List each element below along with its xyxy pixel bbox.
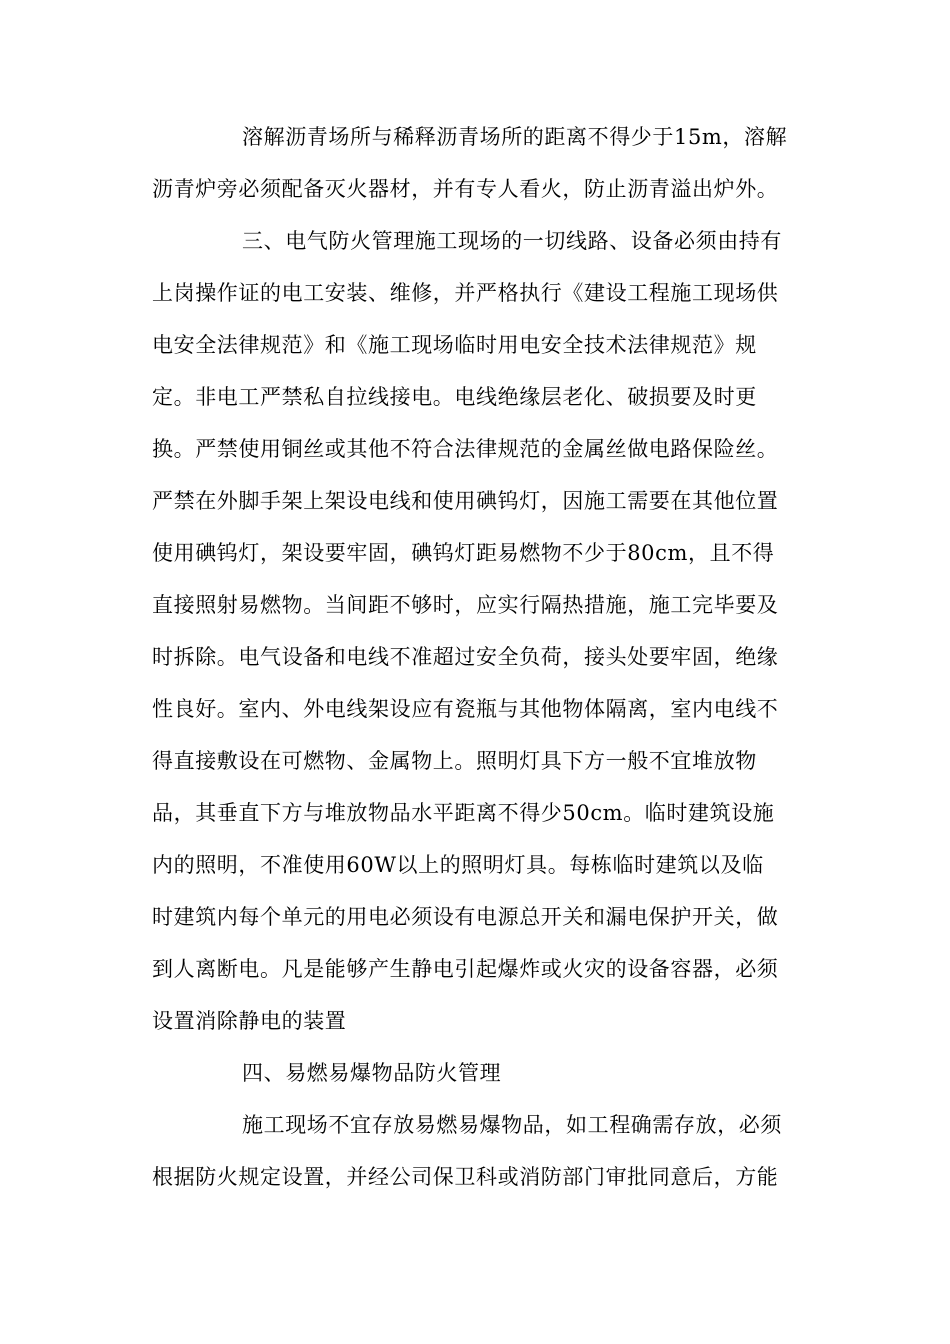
text-line: 定。非电工严禁私自拉线接电。电线绝缘层老化、破损要及时更 bbox=[152, 385, 757, 409]
section-heading: 四、易燃易爆物品防火管理 bbox=[242, 1061, 502, 1085]
text-line: 溶解沥青场所与稀释沥青场所的距离不得少于15m，溶解 bbox=[242, 125, 788, 149]
text-line: 电安全法律规范》和《施工现场临时用电安全技术法律规范》规 bbox=[152, 333, 757, 357]
section-heading-line: 三、电气防火管理施工现场的一切线路、设备必须由持有 bbox=[242, 229, 782, 253]
text-line: 性良好。室内、外电线架设应有瓷瓶与其他物体隔离，室内电线不 bbox=[152, 697, 779, 721]
text-line: 得直接敷设在可燃物、金属物上。照明灯具下方一般不宜堆放物 bbox=[152, 749, 757, 773]
text-line: 设置消除静电的装置 bbox=[152, 1009, 347, 1033]
text-line: 换。严禁使用铜丝或其他不符合法律规范的金属丝做电路保险丝。 bbox=[152, 437, 779, 461]
text-line: 上岗操作证的电工安装、维修，并严格执行《建设工程施工现场供 bbox=[152, 281, 779, 305]
text-line: 根据防火规定设置，并经公司保卫科或消防部门审批同意后，方能 bbox=[152, 1165, 779, 1189]
text-line: 直接照射易燃物。当间距不够时，应实行隔热措施，施工完毕要及 bbox=[152, 593, 779, 617]
text-line: 严禁在外脚手架上架设电线和使用碘钨灯，因施工需要在其他位置 bbox=[152, 489, 779, 513]
text-line: 使用碘钨灯，架设要牢固，碘钨灯距易燃物不少于80cm，且不得 bbox=[152, 541, 775, 565]
text-line: 时拆除。电气设备和电线不准超过安全负荷，接头处要牢固，绝缘 bbox=[152, 645, 779, 669]
text-line: 到人离断电。凡是能够产生静电引起爆炸或火灾的设备容器，必须 bbox=[152, 957, 779, 981]
text-line: 时建筑内每个单元的用电必须设有电源总开关和漏电保护开关，做 bbox=[152, 905, 779, 929]
text-line: 内的照明，不准使用60W以上的照明灯具。每栋临时建筑以及临 bbox=[152, 853, 764, 877]
text-line: 沥青炉旁必须配备灭火器材，并有专人看火，防止沥青溢出炉外。 bbox=[152, 177, 779, 201]
text-line: 品，其垂直下方与堆放物品水平距离不得少50cm。临时建筑设施 bbox=[152, 801, 775, 825]
text-line: 施工现场不宜存放易燃易爆物品，如工程确需存放，必须 bbox=[242, 1113, 782, 1137]
